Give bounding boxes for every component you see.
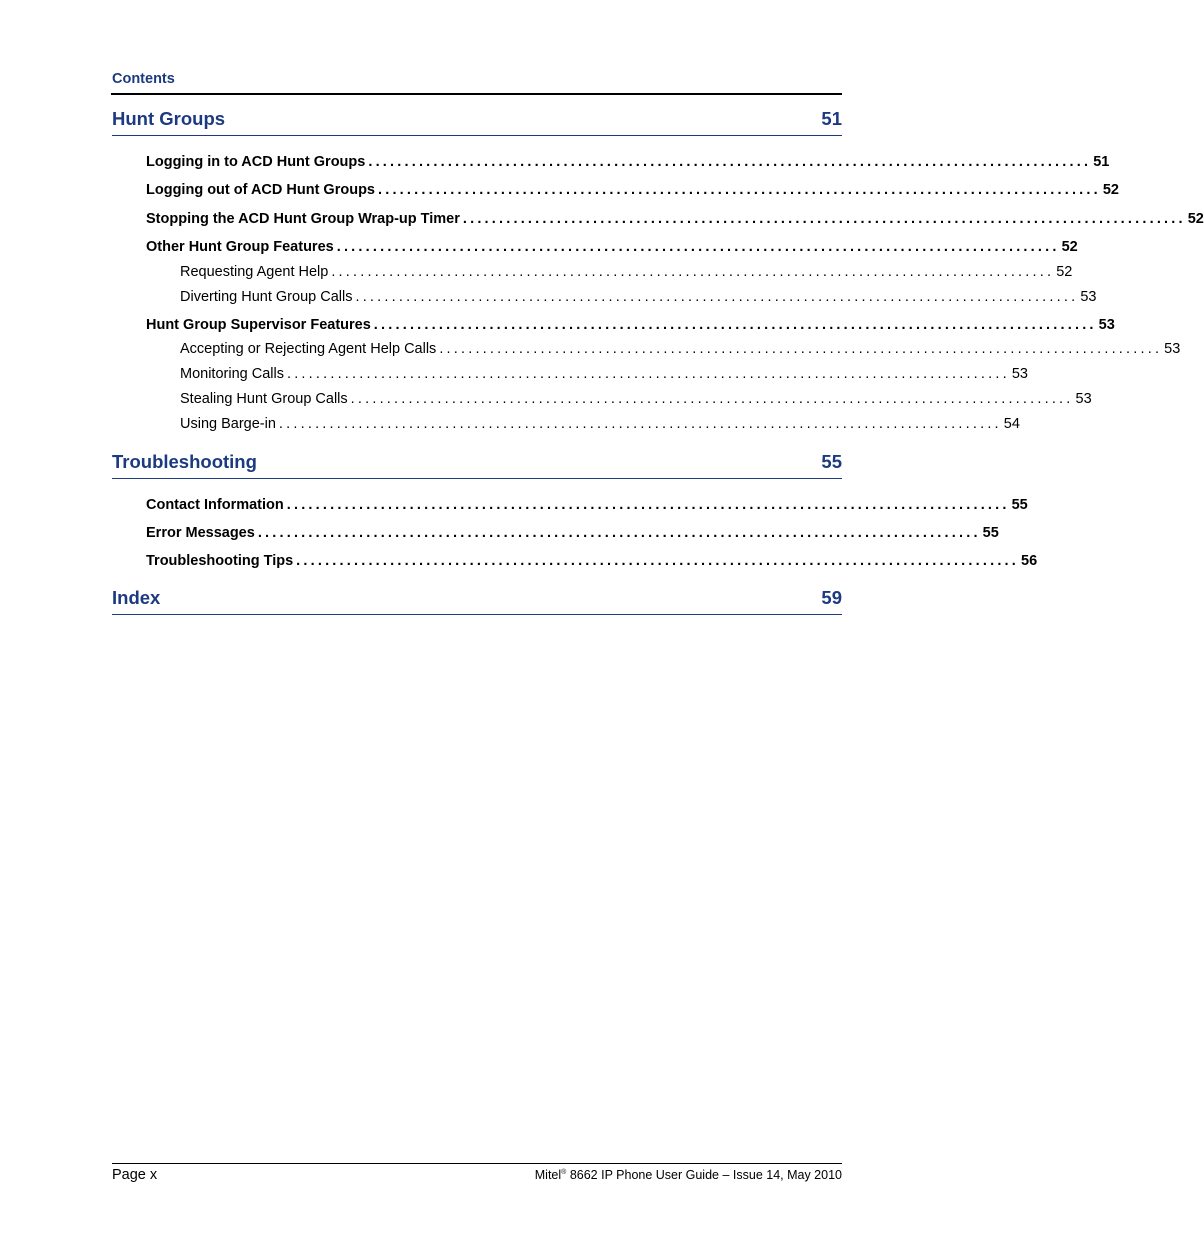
entry-title: Contact Information [146, 497, 284, 513]
entry-title: Troubleshooting Tips [146, 553, 294, 569]
chapter-page: 55 [821, 451, 842, 472]
entry-leader-dots: .................................................................................................... [336, 239, 1060, 255]
entry-leader-dots: .................................................................................................... [368, 154, 1092, 170]
entry-page: 51 [1093, 154, 1110, 170]
entry-page: 52 [1102, 182, 1119, 198]
entry-title: Other Hunt Group Features [146, 239, 334, 255]
entry-title: Hunt Group Supervisor Features [146, 317, 371, 333]
entry-page: 52 [1187, 211, 1204, 227]
toc-chapter-hunt-groups[interactable] [112, 108, 842, 136]
toc-entry-requesting-agent-help[interactable] [180, 264, 1073, 280]
entry-leader-dots: .................................................................................................... [257, 525, 981, 541]
footer-page-label: Page x [112, 1167, 158, 1183]
entry-leader-dots: .................................................................................................... [331, 264, 1055, 280]
entry-leader-dots: .................................................................................................... [462, 211, 1186, 227]
entry-page: 53 [1011, 366, 1028, 382]
entry-leader-dots: .................................................................................................... [373, 317, 1097, 333]
toc-entry-contact-information[interactable] [146, 497, 1028, 513]
entry-title: Stealing Hunt Group Calls [180, 391, 348, 407]
header-rule [111, 93, 842, 95]
chapter-page: 59 [821, 587, 842, 608]
chapter-page: 51 [821, 108, 842, 129]
entry-leader-dots: .................................................................................................... [378, 182, 1101, 198]
entry-title: Using Barge-in [180, 416, 276, 432]
entry-page: 52 [1061, 239, 1078, 255]
footer-doc-title [535, 1168, 842, 1182]
toc-entry-logging-out[interactable] [146, 182, 1119, 198]
toc-entry-monitoring-calls[interactable] [180, 366, 1028, 382]
toc-entry-logging-in[interactable] [146, 154, 1110, 170]
entry-page: 56 [1021, 553, 1038, 569]
entry-page: 55 [982, 525, 999, 541]
toc-entry-diverting-hunt-group-calls[interactable] [180, 289, 1097, 305]
chapter-title: Index [112, 587, 161, 608]
footer-rule [112, 1163, 842, 1164]
entry-leader-dots: .................................................................................................... [286, 366, 1010, 382]
entry-title: Diverting Hunt Group Calls [180, 289, 353, 305]
entry-title: Logging out of ACD Hunt Groups [146, 182, 375, 198]
footer-brand: Mitel [534, 1168, 562, 1182]
toc-entry-stealing-calls[interactable] [180, 391, 1092, 407]
entry-title: Stopping the ACD Hunt Group Wrap-up Timer [146, 211, 460, 227]
toc-entry-other-hunt-group-features[interactable] [146, 239, 1078, 255]
toc-chapter-troubleshooting[interactable] [112, 451, 842, 479]
entry-page: 53 [1164, 341, 1181, 357]
entry-leader-dots: .................................................................................................... [278, 416, 1002, 432]
entry-page: 53 [1098, 317, 1115, 333]
entry-leader-dots: .................................................................................................... [286, 497, 1010, 513]
toc-entry-supervisor-features[interactable] [146, 317, 1115, 333]
entry-leader-dots: .................................................................................................... [439, 341, 1163, 357]
entry-title: Monitoring Calls [180, 366, 284, 382]
entry-title: Error Messages [146, 525, 255, 541]
toc-entry-wrap-up-timer[interactable] [146, 211, 1204, 227]
entry-page: 52 [1056, 264, 1073, 280]
entry-title: Requesting Agent Help [180, 264, 329, 280]
chapter-title: Hunt Groups [112, 108, 226, 129]
header-section-label: Contents [112, 71, 175, 87]
toc-entry-accepting-rejecting-help[interactable] [180, 341, 1181, 357]
entry-page: 55 [1011, 497, 1028, 513]
toc-chapter-index[interactable] [112, 587, 842, 615]
entry-leader-dots: .................................................................................................... [350, 391, 1074, 407]
registered-mark: ® [561, 1168, 567, 1176]
toc-entry-error-messages[interactable] [146, 525, 999, 541]
entry-page: 53 [1080, 289, 1097, 305]
footer-doc-title-text: 8662 IP Phone User Guide – Issue 14, May 2010 [566, 1168, 842, 1182]
entry-leader-dots: .................................................................................................... [296, 553, 1020, 569]
entry-leader-dots: .................................................................................................... [355, 289, 1079, 305]
entry-title: Accepting or Rejecting Agent Help Calls [180, 341, 437, 357]
toc-entry-using-barge-in[interactable] [180, 416, 1020, 432]
chapter-title: Troubleshooting [112, 451, 257, 472]
entry-title: Logging in to ACD Hunt Groups [146, 154, 366, 170]
entry-page: 53 [1075, 391, 1092, 407]
toc-entry-troubleshooting-tips[interactable] [146, 553, 1038, 569]
entry-page: 54 [1003, 416, 1020, 432]
